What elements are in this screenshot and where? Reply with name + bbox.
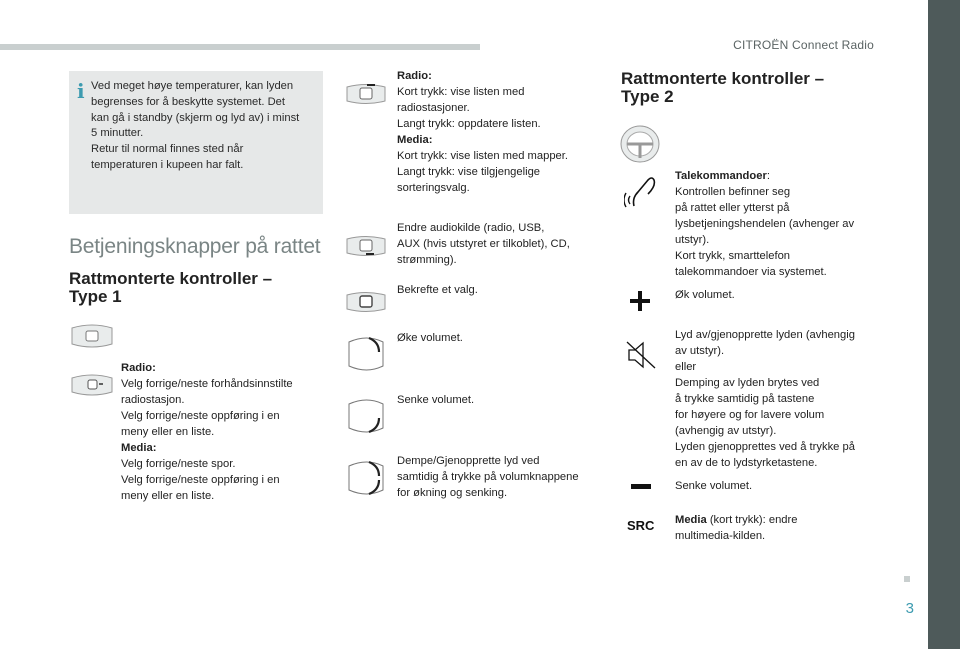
text-line: Kort trykk: vise listen med mapper. [397, 150, 568, 162]
text-line: å trykke samtidig på tastene [675, 393, 815, 405]
text-line: AUX (hvis utstyret er tilkoblet), CD, [397, 238, 570, 250]
text-line: radiostasjon. [121, 394, 185, 406]
text-line: en av de to lydstyrketastene. [675, 457, 818, 469]
side-tab [928, 0, 960, 649]
text-line: Velg forrige/neste oppføring i en [121, 410, 280, 422]
text-line: meny eller en liste. [121, 490, 215, 502]
text-line: Lyden gjenopprettes ved å trykke på [675, 441, 855, 453]
corner-mark [904, 576, 910, 582]
volume-down-rocker-icon [345, 396, 387, 436]
section-title: Betjeningsknapper på rattet [69, 235, 321, 258]
mute-speaker-description [675, 327, 880, 471]
text-line: Langt trykk: vise tilgjengelige [397, 166, 541, 178]
info-icon: i [77, 79, 85, 103]
label-radio: Radio: [121, 362, 156, 374]
steering-wheel-icon [619, 124, 661, 164]
middle-radio-media-description [397, 68, 602, 196]
text-line: Endre audiokilde (radio, USB, [397, 222, 545, 234]
steering-control-pod-icon [68, 322, 116, 350]
text-line: Velg forrige/neste spor. [121, 458, 236, 470]
text-line: Demping av lyden brytes ved [675, 377, 820, 389]
text-line: radiostasjoner. [397, 102, 470, 114]
info-note-text: Ved meget høye temperaturer, kan lyden begrenses for å beskytte systemet. Det kan gå i standby (skjerm og lyd av) i minst 5 minutter. Retur til normal finnes sted når temperaturen i kupeen har falt. [91, 80, 300, 171]
steering-rotary-top-icon [345, 82, 387, 106]
src-button-icon: SRC [627, 518, 655, 533]
text-line: for økning og senking. [397, 487, 508, 499]
header-rule [0, 44, 480, 50]
text-line: multimedia-kilden. [675, 530, 766, 542]
steering-control-side-button-icon [68, 372, 116, 398]
label-media: Media [675, 514, 707, 526]
text-line: samtidig å trykke på volumknappene [397, 471, 579, 483]
text-line: lysbetjeningshendelen (avhenger av [675, 218, 855, 230]
text-line: utstyr). [675, 234, 710, 246]
voice-command-description [675, 168, 875, 280]
plus-description: Øk volumet. [675, 289, 735, 301]
label-media: Media: [121, 442, 157, 454]
text-line: Kort trykk, smarttelefon [675, 250, 791, 262]
text-line: Kontrollen befinner seg [675, 186, 791, 198]
text-colon: : [766, 170, 770, 182]
text-line: for høyere og for lavere volum [675, 409, 825, 421]
volume-rocker-mute-icon [345, 458, 387, 498]
text-line: Velg forrige/neste oppføring i en [121, 474, 280, 486]
text-line: Lyd av/gjenopprette lyden (avhengig [675, 329, 855, 341]
steering-confirm-button-icon [345, 290, 387, 314]
page-number: 3 [905, 600, 914, 617]
text-line: av utstyr). [675, 345, 725, 357]
text-line: (kort trykk): endre [706, 514, 798, 526]
text-line: Kort trykk: vise listen med [397, 86, 525, 98]
volume-up-rocker-icon [345, 334, 387, 374]
confirm-description: Bekrefte et valg. [397, 284, 478, 296]
mute-speaker-icon [625, 340, 657, 370]
text-line: meny eller en liste. [121, 426, 215, 438]
label-media: Media: [397, 134, 433, 146]
text-line: (avhengig av utstyr). [675, 425, 777, 437]
source-description [397, 220, 602, 268]
text-line: eller [675, 361, 697, 373]
mute-description [397, 453, 607, 501]
volume-up-description: Øke volumet. [397, 332, 463, 344]
plus-icon [629, 290, 651, 312]
info-note [69, 71, 323, 214]
text-line: Velg forrige/neste forhåndsinnstilte [121, 378, 293, 390]
text-line: Langt trykk: oppdatere listen. [397, 118, 541, 130]
text-line: på rattet eller ytterst på [675, 202, 790, 214]
type1-heading: Rattmonterte kontroller – Type 1 [69, 269, 273, 306]
type2-heading: Rattmonterte kontroller – Type 2 [621, 69, 825, 106]
text-line: Dempe/Gjenopprette lyd ved [397, 455, 540, 467]
volume-down-description: Senke volumet. [397, 394, 475, 406]
label-voice: Talekommandoer [675, 170, 767, 182]
page-header-title: CITROËN Connect Radio [733, 38, 874, 52]
src-description [675, 512, 875, 544]
steering-source-button-icon [345, 234, 387, 258]
minus-description: Senke volumet. [675, 480, 753, 492]
text-line: talekommandoer via systemet. [675, 266, 827, 278]
label-radio: Radio: [397, 70, 432, 82]
voice-command-icon [624, 176, 658, 210]
minus-icon [631, 484, 651, 490]
text-line: strømming). [397, 254, 457, 266]
text-line: sorteringsvalg. [397, 182, 470, 194]
type1-radio-media-description [121, 360, 331, 504]
